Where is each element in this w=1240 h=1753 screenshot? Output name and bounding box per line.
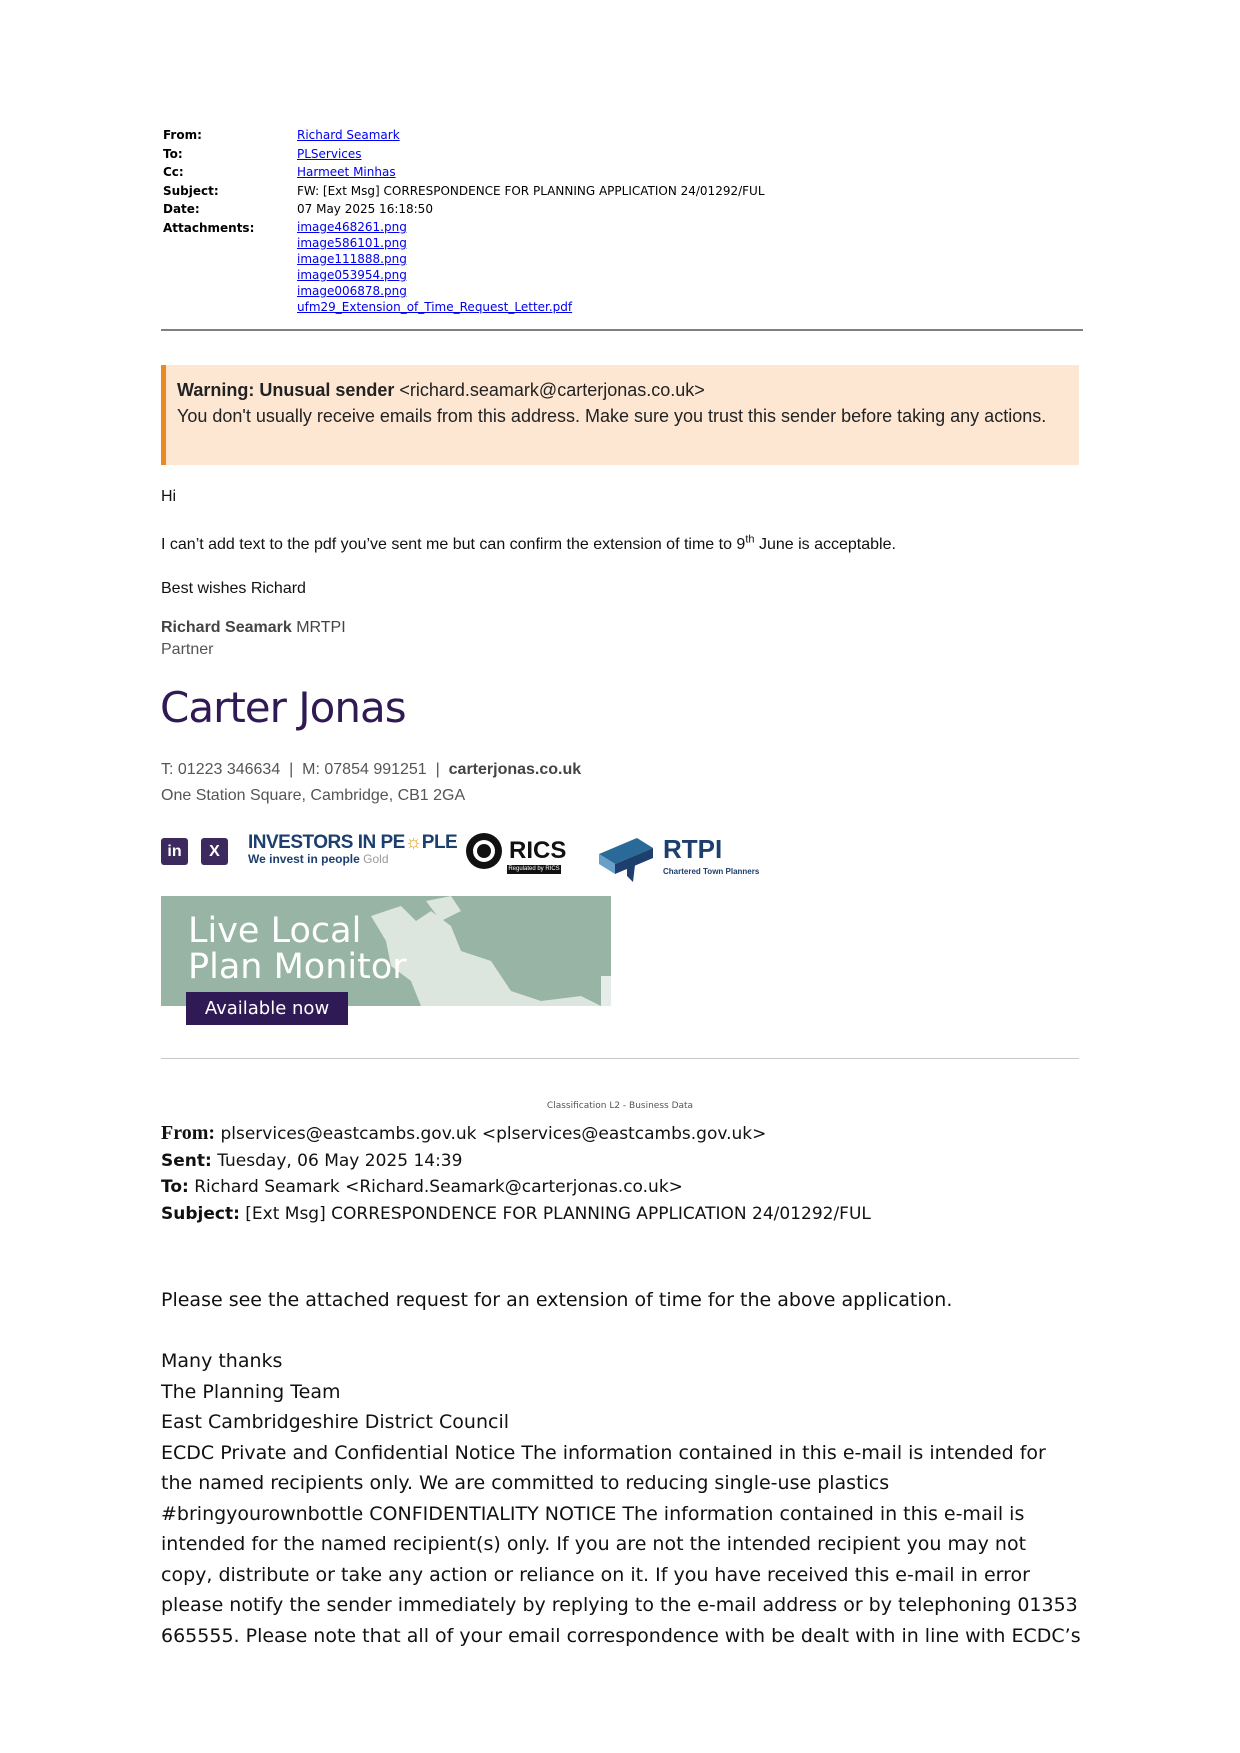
- body-line-superscript: th: [745, 533, 755, 546]
- body-line-start: I can’t add text to the pdf you’ve sent me but can confirm the extension of time to 9: [161, 536, 746, 553]
- attachments-row: [163, 219, 1083, 315]
- subject-label: Subject:: [163, 183, 219, 198]
- to-row: [163, 145, 1083, 164]
- subject-row: [163, 182, 1083, 201]
- signature-credentials: MRTPI: [296, 619, 346, 636]
- banner-line2: Plan Monitor: [188, 947, 407, 987]
- investors-in-people-logo: [248, 832, 457, 866]
- rics-subtitle: Regulated by RICS: [508, 866, 560, 872]
- signoff: Best wishes Richard: [161, 580, 306, 597]
- body-line-end: June is acceptable.: [754, 536, 896, 553]
- forwarded-header: [161, 1120, 871, 1227]
- rics-logo: [465, 832, 566, 870]
- to-label: To:: [163, 146, 183, 161]
- attachments-label: Attachments:: [163, 220, 255, 235]
- header-divider: [161, 329, 1083, 331]
- signature-address: One Station Square, Cambridge, CB1 2GA: [161, 787, 466, 804]
- signature-role: Partner: [161, 641, 214, 658]
- email-header: [163, 126, 1083, 315]
- fwd-from-value: plservices@eastcambs.gov.uk <plservices@eastcambs.gov.uk>: [215, 1124, 767, 1144]
- rtpi-logo: [597, 832, 760, 889]
- x-icon[interactable]: X: [201, 838, 228, 865]
- classification-label: Classification L2 - Business Data: [546, 1101, 694, 1111]
- unusual-sender-warning: [161, 365, 1079, 465]
- iip-text: INVESTORS IN PE: [248, 832, 405, 853]
- date-value: 07 May 2025 16:18:50: [297, 202, 433, 217]
- subject-value: FW: [Ext Msg] CORRESPONDENCE FOR PLANNING APPLICATION 24/01292/FUL: [297, 183, 765, 198]
- iip-tagline: We invest in people: [248, 852, 360, 866]
- from-row: [163, 126, 1083, 145]
- separator: |: [289, 761, 294, 778]
- iip-sun-icon: ☼: [404, 832, 422, 853]
- attachment-link[interactable]: image586101.png: [297, 235, 407, 250]
- carter-jonas-logo: Carter Jonas: [160, 683, 406, 732]
- signature-website-link[interactable]: carterjonas.co.uk: [448, 761, 582, 778]
- rics-word: RICS: [509, 837, 567, 864]
- signature-name: Richard Seamark: [161, 619, 292, 636]
- linkedin-icon[interactable]: in: [161, 838, 188, 865]
- date-label: Date:: [163, 202, 200, 217]
- fwd-to-row: [161, 1174, 871, 1201]
- signature-phone: T: 01223 346634: [161, 761, 281, 778]
- attachment-link[interactable]: image053954.png: [297, 267, 407, 282]
- message-thanks: Many thanks: [161, 1350, 283, 1372]
- greeting: Hi: [161, 488, 177, 505]
- warning-message: You don't usually receive emails from this address. Make sure you trust this sender before taking any actions.: [177, 406, 1047, 426]
- signature-contact: [161, 761, 581, 779]
- message-request: Please see the attached request for an extension of time for the above application.: [161, 1289, 953, 1311]
- from-link[interactable]: Richard Seamark: [297, 128, 400, 142]
- rtpi-word: RTPI: [663, 834, 723, 864]
- message-notice: ECDC Private and Confidential Notice The information contained in this e-mail is intended for the named recipients only. We are committed to reducing single-use plastics #bringyourownbottle CONFIDENTIALITY NOTICE The information contained in this e-mail is intended for the named recipient(s) only. If you are not the intended recipient you may not copy, distribute or take any action or reliance on it. If you have received this e-mail in error please notify the sender immediately by replying to the e-mail address or by telephoning 01353 665555. Please note that all of your email correspondence with be dealt with in line with ECDC’s: [161, 1441, 1081, 1647]
- fwd-to-label: To:: [161, 1177, 189, 1197]
- fwd-sent-label: Sent:: [161, 1150, 212, 1171]
- available-now-button[interactable]: Available now: [186, 992, 348, 1025]
- live-local-plan-monitor-banner[interactable]: [161, 896, 611, 1026]
- attachment-link[interactable]: image468261.png: [297, 219, 407, 234]
- cc-label: Cc:: [163, 165, 184, 180]
- attachment-link[interactable]: image111888.png: [297, 251, 407, 266]
- cc-link[interactable]: Harmeet Minhas: [297, 165, 396, 180]
- from-label: From:: [163, 128, 202, 142]
- warning-text: [177, 377, 1057, 429]
- signature-name-line: [161, 619, 346, 637]
- rtpi-subtitle: Chartered Town Planners: [663, 867, 760, 876]
- fwd-sent-row: [161, 1148, 871, 1175]
- fwd-sent-value: Tuesday, 06 May 2025 14:39: [211, 1150, 463, 1171]
- fwd-subject-value: [Ext Msg] CORRESPONDENCE FOR PLANNING APPLICATION 24/01292/FUL: [239, 1203, 871, 1224]
- fwd-from-row: [161, 1120, 871, 1148]
- signature-divider: [161, 1058, 1079, 1059]
- rtpi-emblem-icon: [597, 832, 657, 884]
- message-closing: [161, 1346, 1081, 1651]
- warning-title: Warning: Unusual sender: [177, 380, 395, 400]
- rics-lion-icon: [465, 832, 503, 870]
- fwd-from-label: From:: [161, 1122, 216, 1144]
- message-team: The Planning Team: [161, 1380, 341, 1403]
- iip-text-end: PLE: [421, 832, 458, 853]
- banner-title: [188, 913, 407, 985]
- banner-line1: Live Local: [188, 911, 362, 951]
- cc-row: [163, 163, 1083, 182]
- message-council: East Cambridgeshire District Council: [161, 1411, 510, 1433]
- fwd-subject-label: Subject:: [161, 1203, 240, 1224]
- attachment-link[interactable]: image006878.png: [297, 283, 407, 298]
- warning-address: <richard.seamark@carterjonas.co.uk>: [399, 380, 705, 400]
- body-line: [161, 533, 896, 554]
- signature-mobile: M: 07854 991251: [302, 761, 427, 778]
- warning-accent-bar: [161, 365, 166, 465]
- attachments-list: [297, 219, 1083, 315]
- separator: |: [435, 761, 440, 778]
- signature-badges: [161, 832, 781, 892]
- to-link[interactable]: PLServices: [297, 146, 362, 161]
- iip-level: Gold: [363, 852, 389, 866]
- fwd-subject-row: [161, 1201, 871, 1228]
- attachment-link[interactable]: ufm29_Extension_of_Time_Request_Letter.pdf: [297, 299, 573, 314]
- date-row: [163, 200, 1083, 219]
- fwd-to-value: Richard Seamark <Richard.Seamark@carterjonas.co.uk>: [188, 1177, 683, 1197]
